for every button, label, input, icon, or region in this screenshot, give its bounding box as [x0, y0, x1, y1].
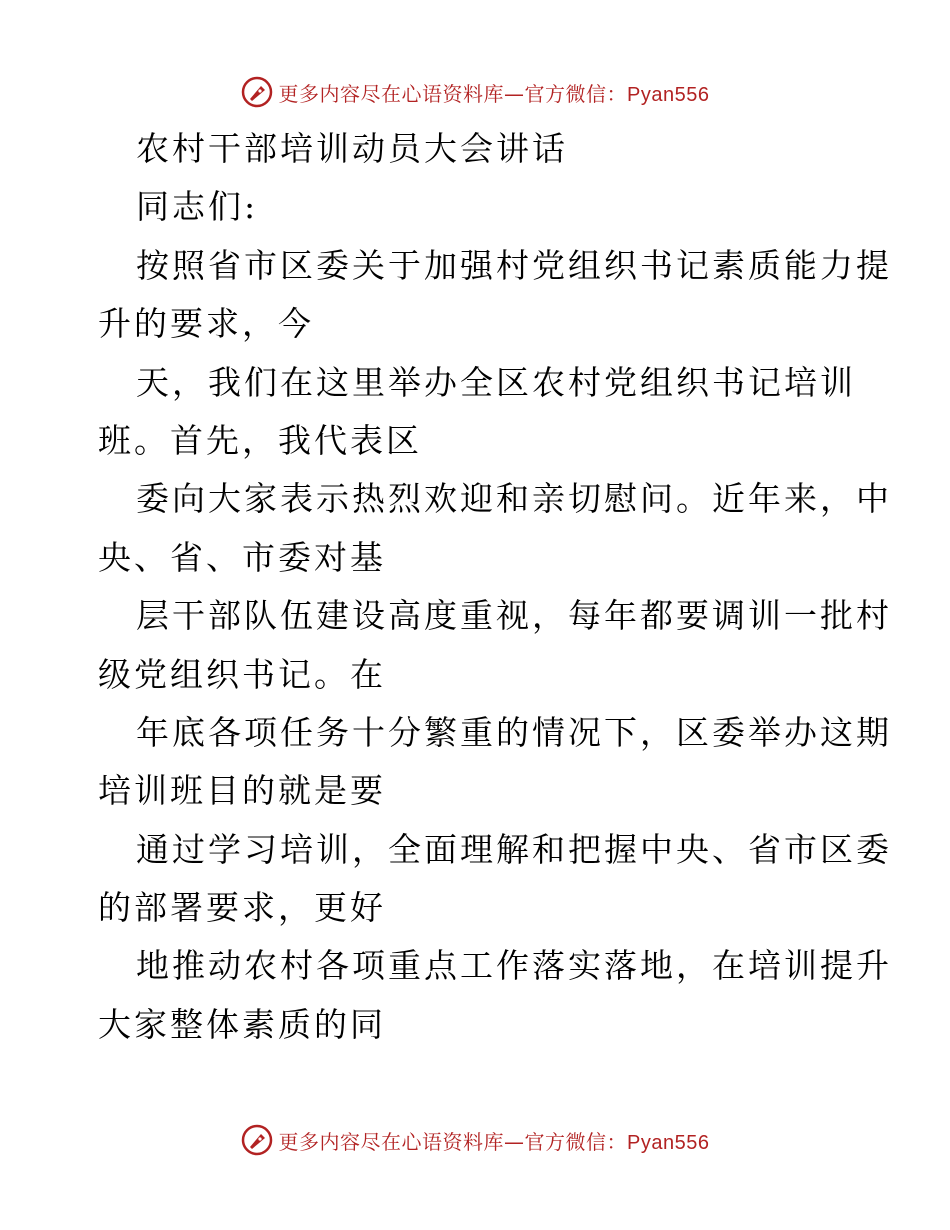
paragraph-line: 央、省、市委对基: [98, 537, 386, 577]
paragraph-line: 通过学习培训，全面理解和把握中央、省市区委: [136, 829, 892, 869]
pen-nib-logo-icon: [241, 1124, 273, 1156]
paragraph-line: 培训班目的就是要: [98, 771, 386, 811]
paragraph-line: 委向大家表示热烈欢迎和亲切慰问。近年来，中: [136, 479, 892, 519]
pen-nib-logo-icon: [241, 76, 273, 108]
document-body: [98, 120, 892, 1054]
paragraph-line: 升的要求，今: [98, 304, 314, 344]
paragraph-line: 按照省市区委关于加强村党组织书记素质能力提: [136, 245, 892, 285]
document-title: 农村干部培训动员大会讲话: [136, 129, 568, 168]
footer-watermark: [0, 1120, 950, 1160]
header-watermark: [0, 72, 950, 112]
paragraph-line: 同志们:: [136, 187, 259, 227]
watermark-dash: —: [504, 81, 525, 106]
paragraph-line: 层干部队伍建设高度重视，每年都要调训一批村: [136, 596, 892, 636]
paragraph-line: 级党组织书记。在: [98, 654, 386, 694]
watermark-text: [279, 78, 710, 107]
paragraph-line: 大家整体素质的同: [98, 1004, 386, 1044]
paragraph-line: 的部署要求，更好: [98, 888, 386, 928]
paragraph-line: 地推动农村各项重点工作落实落地，在培训提升: [136, 946, 892, 986]
watermark-wechat: 官方微信：Pyan556: [524, 83, 710, 106]
paragraph-line: 班。首先，我代表区: [98, 420, 422, 460]
watermark-dash: —: [504, 1129, 525, 1154]
watermark-main: 更多内容尽在心语资料库: [278, 81, 505, 106]
paragraph-line: 天，我们在这里举办全区农村党组织书记培训: [136, 362, 856, 402]
watermark-wechat: 官方微信：Pyan556: [524, 1131, 710, 1154]
watermark-main: 更多内容尽在心语资料库: [278, 1129, 505, 1154]
paragraph-line: 年底各项任务十分繁重的情况下，区委举办这期: [136, 712, 892, 752]
watermark-text: [279, 1126, 710, 1155]
